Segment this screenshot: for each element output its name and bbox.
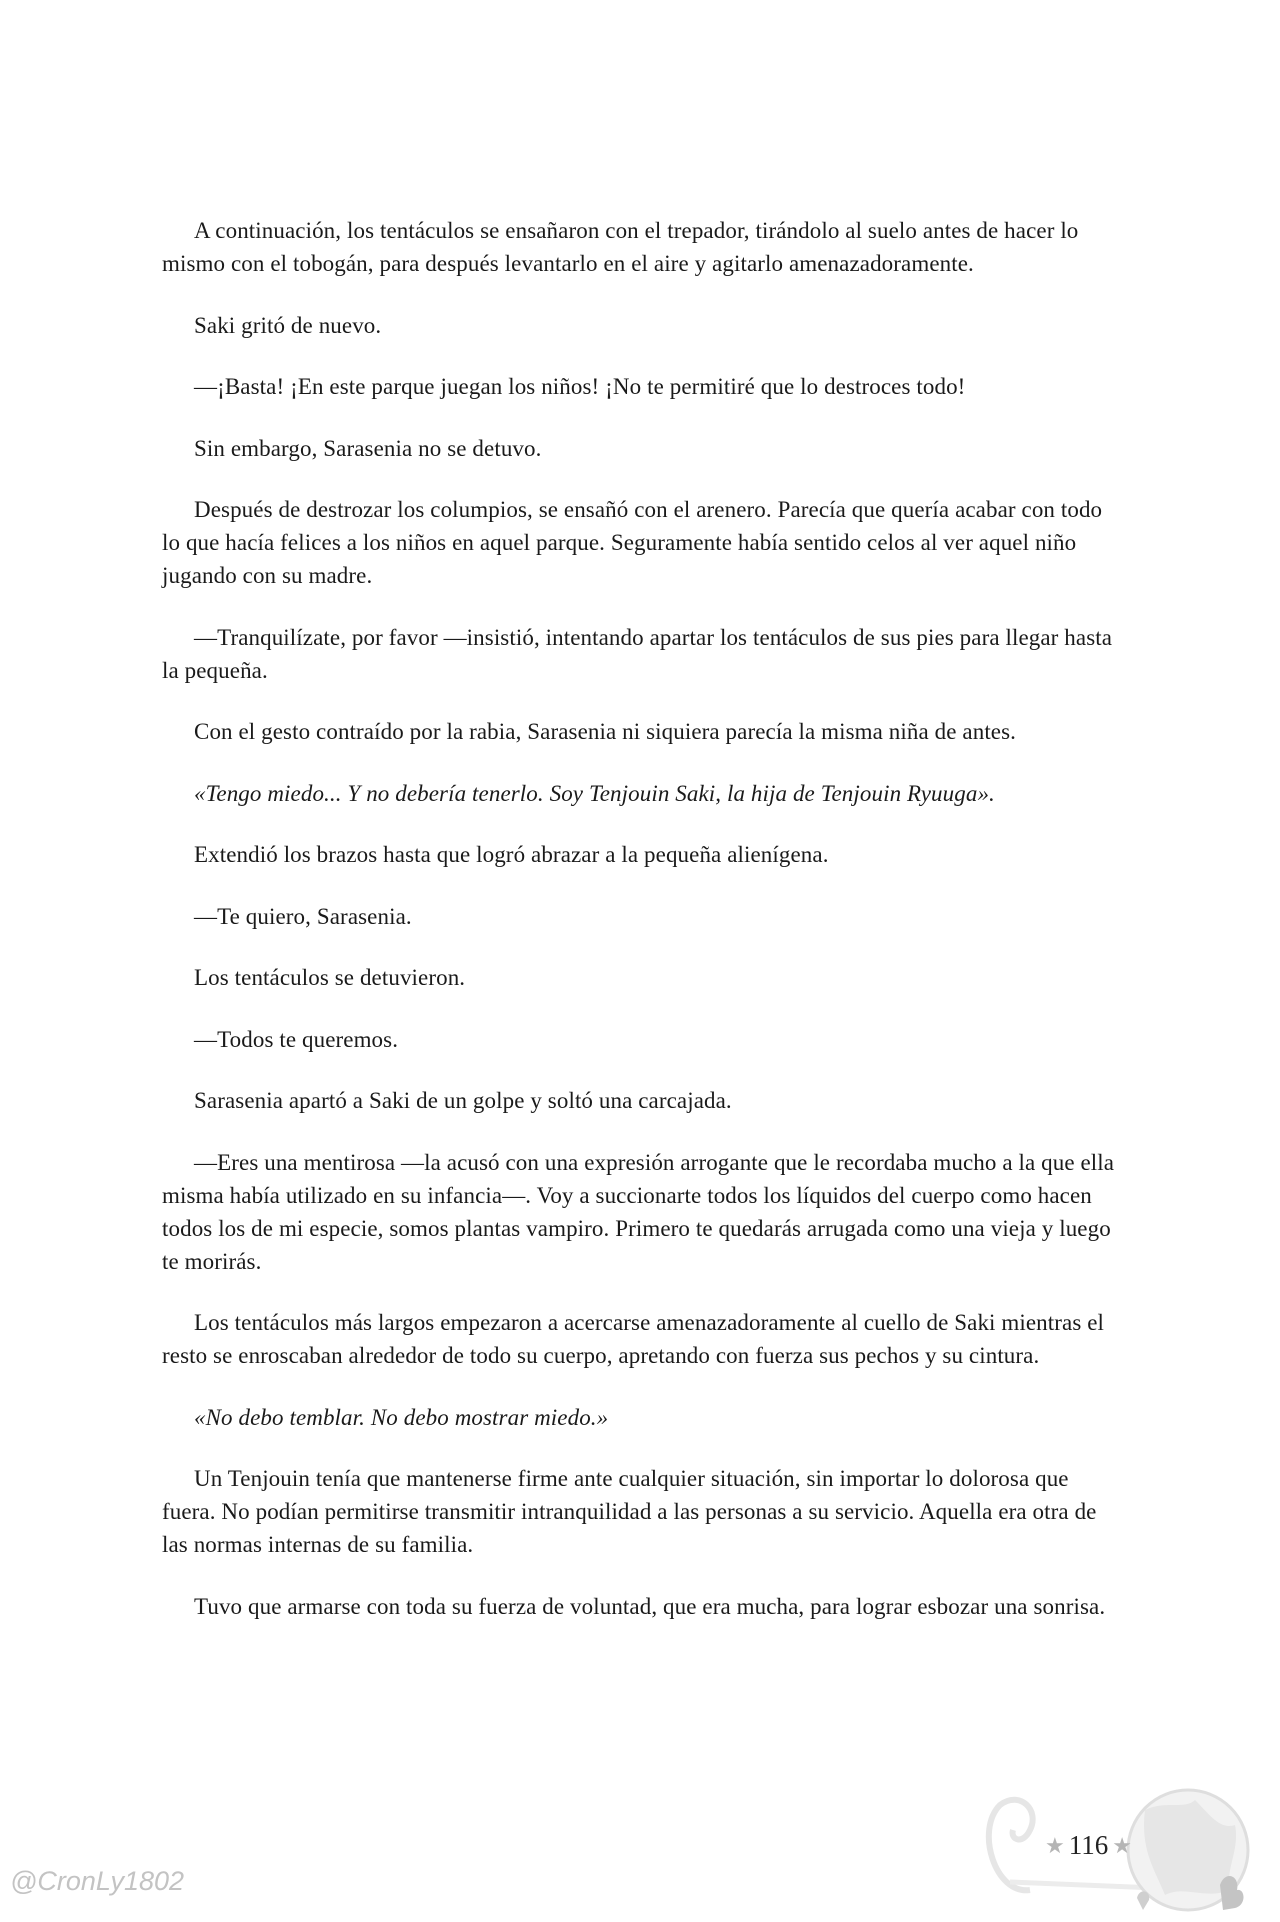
paragraph: Tuvo que armarse con toda su fuerza de voluntad, que era mucha, para lograr esbozar una sonrisa. — [194, 1593, 1106, 1619]
paragraph: Sarasenia apartó a Saki de un golpe y soltó una carcajada. — [194, 1088, 732, 1113]
star-icon: ★ — [1045, 1832, 1065, 1858]
page-number-text: 116 — [1068, 1830, 1109, 1860]
paragraph: —¡Basta! ¡En este parque juegan los niños! ¡No te permitiré que lo destroces todo! — [194, 374, 966, 399]
paragraph: Extendió los brazos hasta que logró abrazar a la pequeña alienígena. — [194, 842, 829, 867]
paragraph: Un Tenjouin tenía que mantenerse firme ante cualquier situación, sin importar lo dolorosa que fuera. No podían permitirse transmitir intranquilidad a las personas a su servicio. Aquella era otra de las normas internas de su familia. — [162, 1466, 1097, 1557]
page-number — [1045, 1830, 1132, 1861]
paragraph: —Todos te queremos. — [194, 1026, 399, 1052]
paragraph: Con el gesto contraído por la rabia, Sarasenia ni siquiera parecía la misma niña de antes. — [194, 719, 1017, 744]
paragraph: —Te quiero, Sarasenia. — [194, 903, 412, 929]
paragraph: Los tentáculos se detuvieron. — [194, 965, 466, 990]
page-body — [162, 214, 1120, 1651]
paragraph: Los tentáculos más largos empezaron a acercarse amenazadoramente al cuello de Saki mientras el resto se enroscaban alrededor de todo su cuerpo, apretando con fuerza sus pechos y su cintura. — [162, 1310, 1105, 1368]
thought-paragraph: «No debo temblar. No debo mostrar miedo.» — [194, 1404, 609, 1430]
paragraph: Sin embargo, Sarasenia no se detuvo. — [194, 435, 542, 461]
paragraph: —Eres una mentirosa —la acusó con una expresión arrogante que le recordaba mucho a la que ella misma había utilizado en su infancia—. Voy a succionarte todos los líquidos del cuerpo como hacen todos los de mi especie, somos plantas vampiro. Primero te quedarás arrugada como una vieja y luego te morirás. — [162, 1149, 1115, 1274]
thought-paragraph: «Tengo miedo... Y no debería tenerlo. Soy Tenjouin Saki, la hija de Tenjouin Ryuuga». — [194, 780, 995, 806]
watermark: @CronLy1802 — [10, 1866, 185, 1896]
paragraph: Después de destrozar los columpios, se ensañó con el arenero. Parecía que quería acabar con todo lo que hacía felices a los niños en aquel parque. Seguramente había sentido celos al ver aquel niño jugando con su madre. — [162, 497, 1103, 588]
paragraph: Saki gritó de nuevo. — [194, 312, 382, 338]
paragraph: A continuación, los tentáculos se ensañaron con el trepador, tirándolo al suelo antes de hacer lo mismo con el tobogán, para después levantarlo en el aire y agitarlo amenazadoramente. — [162, 218, 1079, 276]
paragraph: —Tranquilízate, por favor —insistió, intentando apartar los tentáculos de sus pies para llegar hasta la pequeña. — [162, 624, 1113, 683]
star-icon: ★ — [1112, 1832, 1132, 1858]
